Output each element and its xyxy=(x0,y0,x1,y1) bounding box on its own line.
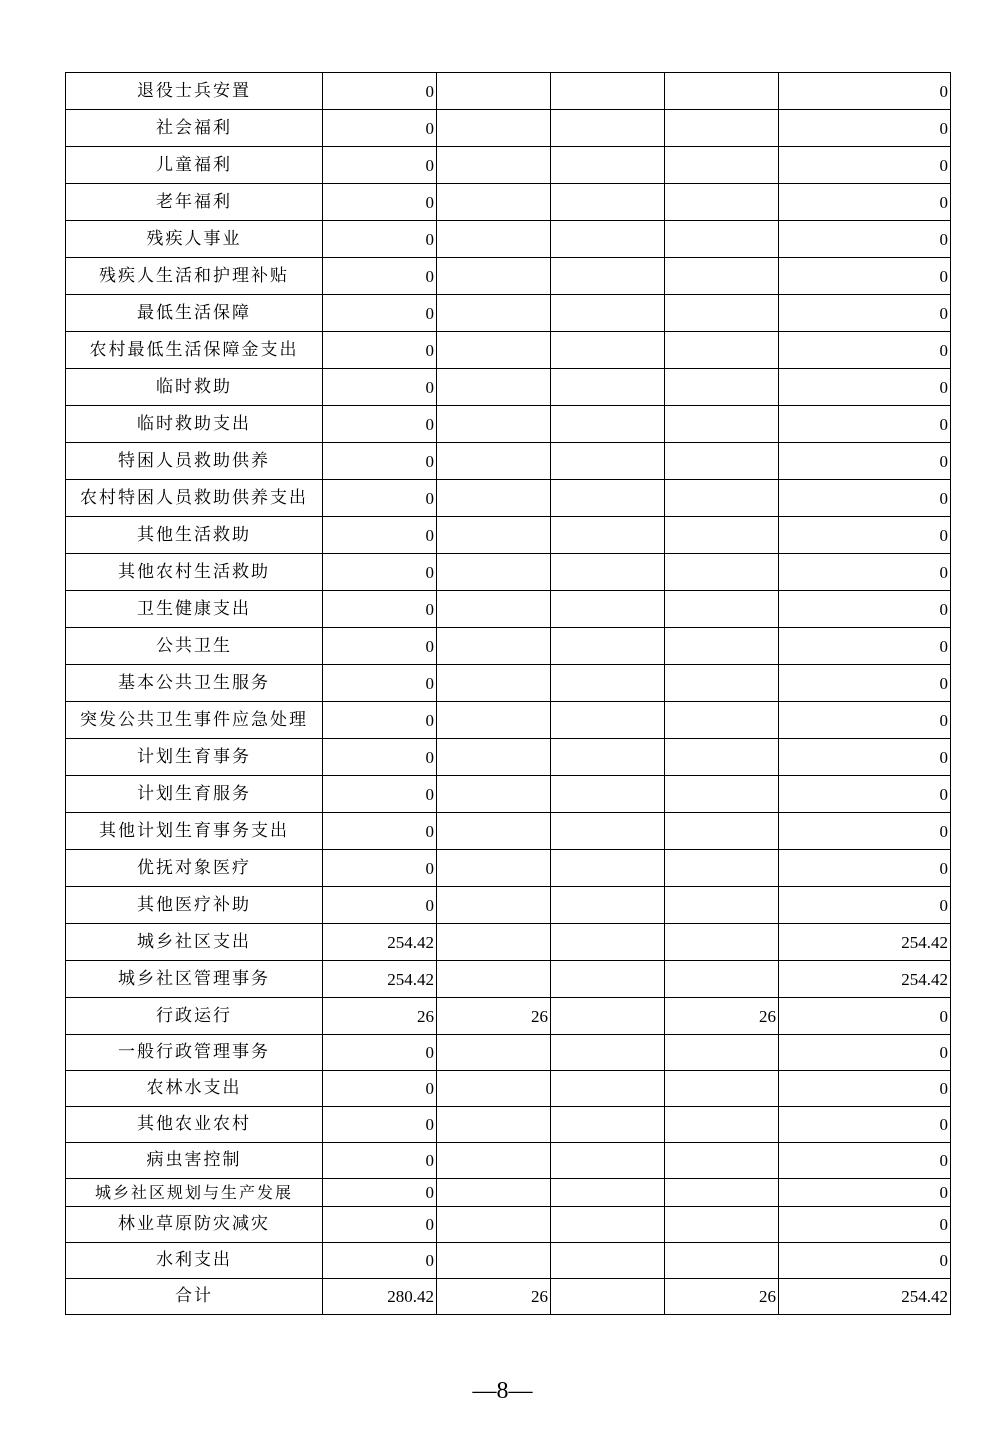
amount-cell xyxy=(437,850,551,887)
amount-cell: 0 xyxy=(323,147,437,184)
amount-cell xyxy=(437,1035,551,1071)
amount-cell xyxy=(551,258,665,295)
amount-cell: 0 xyxy=(323,850,437,887)
item-name-cell: 计划生育服务 xyxy=(66,776,323,813)
amount-cell xyxy=(665,887,779,924)
amount-cell: 0 xyxy=(779,1035,951,1071)
amount-cell: 0 xyxy=(323,517,437,554)
amount-cell xyxy=(665,184,779,221)
amount-cell xyxy=(665,813,779,850)
table-row xyxy=(66,480,951,517)
item-name-cell: 其他农业农村 xyxy=(66,1107,323,1143)
amount-cell: 0 xyxy=(779,1143,951,1179)
table-row xyxy=(66,406,951,443)
amount-cell: 0 xyxy=(323,1035,437,1071)
amount-cell: 0 xyxy=(323,480,437,517)
amount-cell xyxy=(665,1243,779,1279)
amount-cell xyxy=(665,1143,779,1179)
amount-cell xyxy=(551,517,665,554)
table-row xyxy=(66,443,951,480)
table-row xyxy=(66,591,951,628)
amount-cell: 26 xyxy=(437,1279,551,1315)
amount-cell xyxy=(665,147,779,184)
amount-cell xyxy=(437,147,551,184)
amount-cell: 0 xyxy=(323,813,437,850)
amount-cell xyxy=(551,924,665,961)
amount-cell xyxy=(665,554,779,591)
table-row xyxy=(66,702,951,739)
amount-cell: 0 xyxy=(779,628,951,665)
amount-cell xyxy=(665,1179,779,1207)
table-row xyxy=(66,813,951,850)
amount-cell: 0 xyxy=(323,406,437,443)
table-row xyxy=(66,1179,951,1207)
item-name-cell: 农村特困人员救助供养支出 xyxy=(66,480,323,517)
amount-cell: 254.42 xyxy=(779,1279,951,1315)
amount-cell: 254.42 xyxy=(779,961,951,998)
amount-cell: 0 xyxy=(323,628,437,665)
item-name-cell: 最低生活保障 xyxy=(66,295,323,332)
amount-cell: 0 xyxy=(323,258,437,295)
table-row xyxy=(66,110,951,147)
amount-cell xyxy=(665,628,779,665)
amount-cell xyxy=(437,184,551,221)
amount-cell xyxy=(665,443,779,480)
amount-cell xyxy=(437,221,551,258)
table-row xyxy=(66,73,951,110)
amount-cell xyxy=(551,147,665,184)
amount-cell xyxy=(437,1179,551,1207)
amount-cell xyxy=(437,73,551,110)
amount-cell xyxy=(665,295,779,332)
table-row xyxy=(66,554,951,591)
amount-cell xyxy=(551,739,665,776)
table-row xyxy=(66,1035,951,1071)
item-name-cell: 公共卫生 xyxy=(66,628,323,665)
amount-cell xyxy=(665,258,779,295)
amount-cell xyxy=(665,1071,779,1107)
amount-cell xyxy=(437,739,551,776)
amount-cell xyxy=(437,628,551,665)
item-name-cell: 特困人员救助供养 xyxy=(66,443,323,480)
item-name-cell: 临时救助支出 xyxy=(66,406,323,443)
amount-cell xyxy=(665,702,779,739)
item-name-cell: 城乡社区支出 xyxy=(66,924,323,961)
amount-cell xyxy=(551,998,665,1035)
amount-cell: 0 xyxy=(779,591,951,628)
amount-cell xyxy=(551,961,665,998)
table-row xyxy=(66,1143,951,1179)
amount-cell: 0 xyxy=(779,998,951,1035)
amount-cell xyxy=(665,1107,779,1143)
amount-cell xyxy=(665,850,779,887)
item-name-cell: 优抚对象医疗 xyxy=(66,850,323,887)
amount-cell: 0 xyxy=(779,258,951,295)
item-name-cell: 基本公共卫生服务 xyxy=(66,665,323,702)
table-row xyxy=(66,665,951,702)
amount-cell xyxy=(551,1143,665,1179)
amount-cell: 0 xyxy=(779,184,951,221)
amount-cell xyxy=(437,480,551,517)
amount-cell: 0 xyxy=(779,554,951,591)
item-name-cell: 老年福利 xyxy=(66,184,323,221)
amount-cell xyxy=(665,406,779,443)
amount-cell xyxy=(551,665,665,702)
amount-cell: 0 xyxy=(779,850,951,887)
table-row xyxy=(66,776,951,813)
amount-cell xyxy=(551,73,665,110)
table-row xyxy=(66,961,951,998)
amount-cell: 0 xyxy=(323,295,437,332)
table-row xyxy=(66,1107,951,1143)
amount-cell xyxy=(665,739,779,776)
amount-cell: 0 xyxy=(779,1107,951,1143)
amount-cell: 0 xyxy=(323,1143,437,1179)
amount-cell xyxy=(551,184,665,221)
amount-cell: 0 xyxy=(779,1179,951,1207)
amount-cell xyxy=(551,1035,665,1071)
table-row xyxy=(66,258,951,295)
amount-cell xyxy=(437,961,551,998)
amount-cell: 0 xyxy=(323,110,437,147)
amount-cell: 0 xyxy=(779,1243,951,1279)
amount-cell: 26 xyxy=(437,998,551,1035)
item-name-cell: 其他农村生活救助 xyxy=(66,554,323,591)
table-row xyxy=(66,1071,951,1107)
amount-cell: 0 xyxy=(779,665,951,702)
amount-cell xyxy=(437,813,551,850)
amount-cell xyxy=(437,1207,551,1243)
amount-cell: 0 xyxy=(779,221,951,258)
amount-cell xyxy=(551,1071,665,1107)
amount-cell: 0 xyxy=(779,332,951,369)
amount-cell xyxy=(665,110,779,147)
amount-cell: 26 xyxy=(665,1279,779,1315)
amount-cell xyxy=(551,406,665,443)
amount-cell xyxy=(551,1207,665,1243)
item-name-cell: 其他生活救助 xyxy=(66,517,323,554)
amount-cell: 0 xyxy=(779,369,951,406)
amount-cell xyxy=(437,332,551,369)
amount-cell xyxy=(665,961,779,998)
amount-cell xyxy=(665,1035,779,1071)
amount-cell xyxy=(437,665,551,702)
table-row xyxy=(66,850,951,887)
amount-cell: 0 xyxy=(323,702,437,739)
amount-cell: 26 xyxy=(665,998,779,1035)
amount-cell: 26 xyxy=(323,998,437,1035)
amount-cell xyxy=(551,332,665,369)
amount-cell xyxy=(551,480,665,517)
amount-cell xyxy=(437,776,551,813)
amount-cell xyxy=(665,1207,779,1243)
item-name-cell: 其他计划生育事务支出 xyxy=(66,813,323,850)
amount-cell xyxy=(551,443,665,480)
item-name-cell: 临时救助 xyxy=(66,369,323,406)
amount-cell xyxy=(665,776,779,813)
amount-cell: 0 xyxy=(323,739,437,776)
amount-cell: 0 xyxy=(779,517,951,554)
amount-cell: 280.42 xyxy=(323,1279,437,1315)
amount-cell xyxy=(551,591,665,628)
amount-cell xyxy=(665,591,779,628)
amount-cell xyxy=(551,887,665,924)
table-row xyxy=(66,739,951,776)
amount-cell xyxy=(665,480,779,517)
table-row xyxy=(66,1207,951,1243)
amount-cell: 0 xyxy=(779,887,951,924)
amount-cell: 0 xyxy=(323,221,437,258)
table-row xyxy=(66,369,951,406)
amount-cell: 0 xyxy=(323,1071,437,1107)
amount-cell: 254.42 xyxy=(323,961,437,998)
amount-cell xyxy=(437,443,551,480)
amount-cell xyxy=(551,1107,665,1143)
amount-cell xyxy=(437,517,551,554)
item-name-cell: 突发公共卫生事件应急处理 xyxy=(66,702,323,739)
amount-cell xyxy=(551,1279,665,1315)
amount-cell: 0 xyxy=(323,369,437,406)
amount-cell xyxy=(551,776,665,813)
amount-cell xyxy=(437,1143,551,1179)
amount-cell xyxy=(665,924,779,961)
amount-cell xyxy=(665,332,779,369)
amount-cell: 254.42 xyxy=(323,924,437,961)
amount-cell xyxy=(551,110,665,147)
amount-cell: 0 xyxy=(779,1207,951,1243)
table-row xyxy=(66,332,951,369)
budget-table xyxy=(65,72,951,1315)
amount-cell: 254.42 xyxy=(779,924,951,961)
amount-cell xyxy=(551,1243,665,1279)
amount-cell: 0 xyxy=(779,295,951,332)
item-name-cell: 社会福利 xyxy=(66,110,323,147)
amount-cell xyxy=(665,221,779,258)
item-name-cell: 残疾人生活和护理补贴 xyxy=(66,258,323,295)
amount-cell: 0 xyxy=(779,739,951,776)
budget-table-body xyxy=(66,73,951,1315)
item-name-cell: 城乡社区管理事务 xyxy=(66,961,323,998)
amount-cell: 0 xyxy=(779,147,951,184)
amount-cell xyxy=(665,517,779,554)
amount-cell xyxy=(437,295,551,332)
table-row xyxy=(66,184,951,221)
item-name-cell: 合计 xyxy=(66,1279,323,1315)
amount-cell xyxy=(551,295,665,332)
item-name-cell: 水利支出 xyxy=(66,1243,323,1279)
amount-cell xyxy=(665,369,779,406)
amount-cell xyxy=(551,221,665,258)
amount-cell: 0 xyxy=(323,1243,437,1279)
amount-cell xyxy=(551,628,665,665)
amount-cell xyxy=(437,924,551,961)
amount-cell: 0 xyxy=(323,887,437,924)
amount-cell: 0 xyxy=(779,813,951,850)
amount-cell: 0 xyxy=(779,776,951,813)
amount-cell: 0 xyxy=(323,1107,437,1143)
amount-cell xyxy=(437,369,551,406)
amount-cell xyxy=(437,406,551,443)
amount-cell: 0 xyxy=(779,73,951,110)
amount-cell: 0 xyxy=(323,332,437,369)
amount-cell: 0 xyxy=(323,776,437,813)
amount-cell: 0 xyxy=(323,554,437,591)
amount-cell: 0 xyxy=(779,702,951,739)
item-name-cell: 林业草原防灾减灾 xyxy=(66,1207,323,1243)
table-row xyxy=(66,887,951,924)
item-name-cell: 计划生育事务 xyxy=(66,739,323,776)
amount-cell xyxy=(437,110,551,147)
table-row xyxy=(66,1243,951,1279)
amount-cell: 0 xyxy=(323,1207,437,1243)
amount-cell: 0 xyxy=(323,591,437,628)
amount-cell xyxy=(437,1071,551,1107)
amount-cell: 0 xyxy=(323,665,437,702)
page-number: —8— xyxy=(472,1378,533,1404)
table-row xyxy=(66,221,951,258)
table-row xyxy=(66,1279,951,1315)
amount-cell: 0 xyxy=(323,1179,437,1207)
item-name-cell: 退役士兵安置 xyxy=(66,73,323,110)
amount-cell xyxy=(551,1179,665,1207)
table-row xyxy=(66,998,951,1035)
item-name-cell: 残疾人事业 xyxy=(66,221,323,258)
item-name-cell: 行政运行 xyxy=(66,998,323,1035)
amount-cell xyxy=(437,887,551,924)
amount-cell xyxy=(437,1243,551,1279)
table-row xyxy=(66,517,951,554)
item-name-cell: 农林水支出 xyxy=(66,1071,323,1107)
amount-cell xyxy=(437,1107,551,1143)
table-row xyxy=(66,147,951,184)
amount-cell xyxy=(551,554,665,591)
item-name-cell: 其他医疗补助 xyxy=(66,887,323,924)
amount-cell: 0 xyxy=(779,443,951,480)
amount-cell xyxy=(551,369,665,406)
amount-cell: 0 xyxy=(323,443,437,480)
item-name-cell: 城乡社区规划与生产发展 xyxy=(66,1179,323,1207)
item-name-cell: 一般行政管理事务 xyxy=(66,1035,323,1071)
item-name-cell: 农村最低生活保障金支出 xyxy=(66,332,323,369)
amount-cell: 0 xyxy=(779,406,951,443)
table-row xyxy=(66,924,951,961)
amount-cell xyxy=(665,665,779,702)
table-row xyxy=(66,295,951,332)
amount-cell xyxy=(551,702,665,739)
amount-cell xyxy=(437,554,551,591)
amount-cell: 0 xyxy=(779,480,951,517)
amount-cell: 0 xyxy=(323,73,437,110)
amount-cell: 0 xyxy=(779,110,951,147)
amount-cell xyxy=(551,850,665,887)
amount-cell: 0 xyxy=(779,1071,951,1107)
amount-cell xyxy=(551,813,665,850)
item-name-cell: 卫生健康支出 xyxy=(66,591,323,628)
amount-cell xyxy=(437,591,551,628)
amount-cell xyxy=(437,258,551,295)
amount-cell xyxy=(665,73,779,110)
item-name-cell: 儿童福利 xyxy=(66,147,323,184)
amount-cell xyxy=(437,702,551,739)
table-row xyxy=(66,628,951,665)
item-name-cell: 病虫害控制 xyxy=(66,1143,323,1179)
amount-cell: 0 xyxy=(323,184,437,221)
